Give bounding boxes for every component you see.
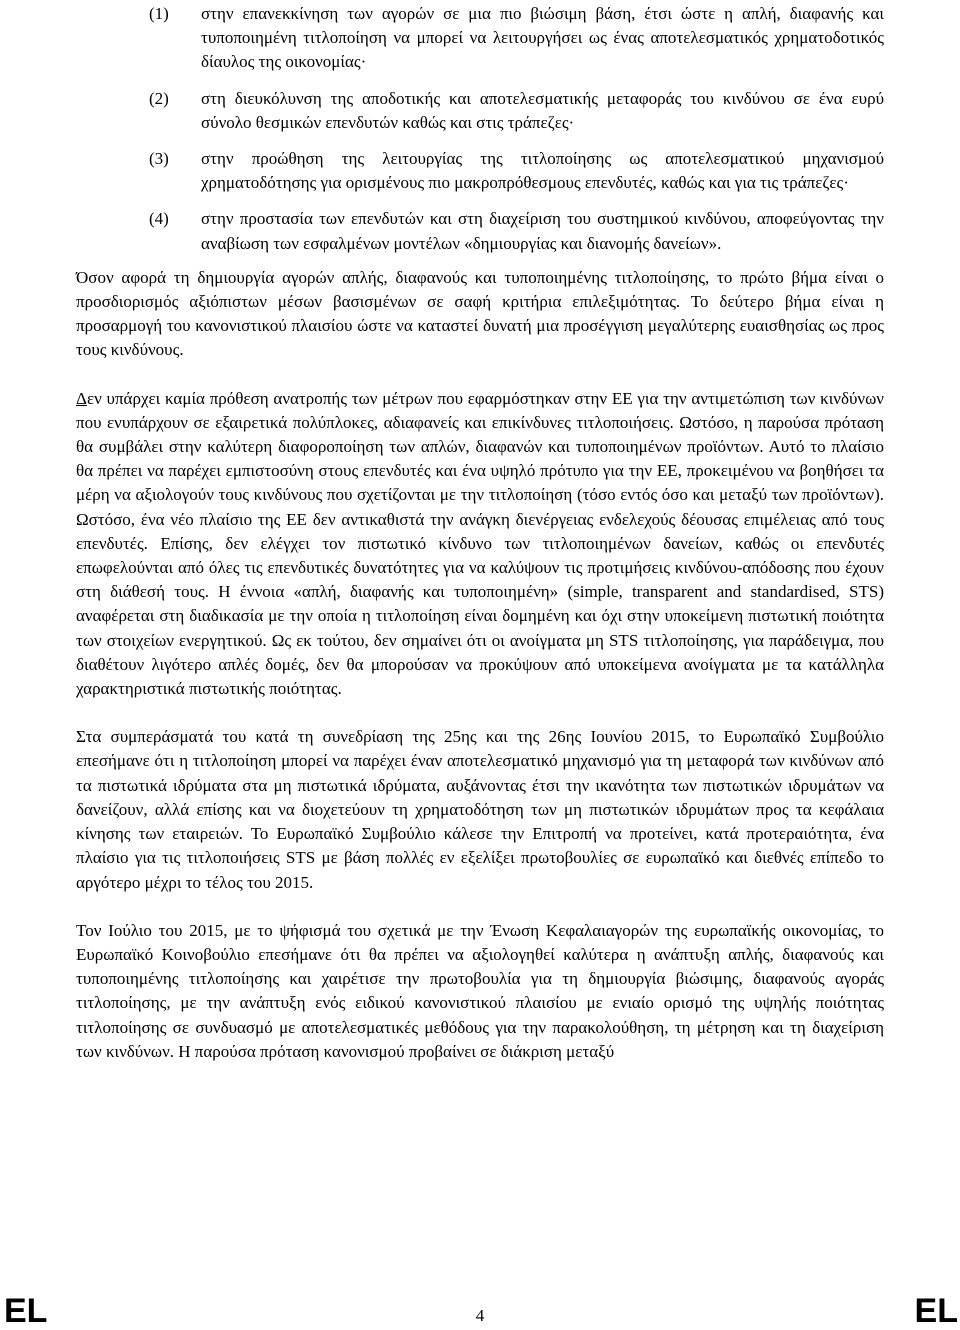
list-item <box>76 2 884 75</box>
list-item-text: στην προστασία των επενδυτών και στη διαχείριση του συστημικού κινδύνου, αποφεύγοντας την αναβίωση των εσφαλμένων μοντέλων «δημιουργίας και διανομής δανείων». <box>201 209 884 253</box>
list-item-number: (1) <box>149 4 169 23</box>
paragraph-european-parliament: Τον Ιούλιο του 2015, με το ψήφισμά του σχετικά με την Ένωση Κεφαλαιαγορών της ευρωπαϊκής οικονομίας, το Ευρωπαϊκό Κοινοβούλιο επεσήμανε ότι θα πρέπει να αξιολογηθεί καλύτερα η ανάπτυξη απλής, διαφανούς και τυποποιημένης τιτλοποίησης και χαιρέτισε την πρωτοβουλία για τη δημιουργία βιώσιμης, διαφανούς αγοράς τιτλοποίησης, με την ανάπτυξη ενός ειδικού κανονιστικού πλαισίου με ενιαίο ορισμό της υψηλής ποιότητας τιτλοποίησης σε συνδυασμό με αποτελεσματικές μεθόδους για την παρακολούθηση, τη μέτρηση και τη διαχείριση των κινδύνων. Η παρούσα πρόταση κανονισμού προβαίνει σε διάκριση μεταξύ <box>76 920 884 1061</box>
paragraph-european-council: Στα συμπεράσματά του κατά τη συνεδρίαση της 25ης και της 26ης Ιουνίου 2015, το Ευρωπαϊκό Συμβούλιο επεσήμανε ότι η τιτλοποίηση μπορεί να παρέχει έναν αποτελεσματικό μηχανισμό για τη μεταφορά των κινδύνων από τα πιστωτικά ιδρύματα στα μη πιστωτικά ιδρύματα, αυξάνοντας έτσι την ικανότητα των πιστωτικών ιδρυμάτων να δανείζουν, αλλά επίσης και να διοχετεύουν τη χρηματοδότηση των μη πιστωτικών ιδρυμάτων προς τα κεφάλαια κίνησης των εταιρειών. Το Ευρωπαϊκό Συμβούλιο κάλεσε την Επιτροπή να προτείνει, κατά προτεραιότητα, ένα πλαίσιο για τις τιτλοποιήσεις STS με βάση πολλές εν εξελίξει πρωτοβουλίες σε ευρωπαϊκό και διεθνές επίπεδο το αργότερο μέχρι το τέλος του 2015. <box>76 727 884 892</box>
list-item-text: στη διευκόλυνση της αποδοτικής και αποτελεσματικής μεταφοράς του κινδύνου σε ένα ευρύ σύνολο θεσμικών επενδυτών καθώς και στις τράπεζες· <box>201 88 884 132</box>
list-item-number: (3) <box>149 149 169 169</box>
list-item-number: (4) <box>149 209 169 229</box>
underlined-initial: Δ <box>76 388 87 408</box>
paragraph-no-intention <box>76 387 884 702</box>
footer-language-right: EL <box>914 1292 958 1330</box>
list-item-number: (2) <box>149 88 169 108</box>
list-item <box>76 87 884 135</box>
list-item-text: στην προώθηση της λειτουργίας της τιτλοποίησης ως αποτελεσματικού μηχανισμού χρηματοδότησης για ορισμένους πιο μακροπρόθεσμους επενδυτές, καθώς και για τις τράπεζες· <box>201 149 884 193</box>
list-item <box>76 147 884 195</box>
paragraph-no-intention-body: εν υπάρχει καμία πρόθεση ανατροπής των μέτρων που εφαρμόστηκαν στην ΕΕ για την αντιμετώπιση των κινδύνων που ενυπάρχουν σε εξαιρετικά πολύπλοκες, αδιαφανείς και επικίνδυνες τιτλοποιήσεις. Ωστόσο, η παρούσα πρόταση θα συμβάλει στην καλύτερη διαφοροποίηση των απλών, διαφανών και τυποποιημένων προϊόντων. Αυτό το πλαίσιο θα πρέπει να παρέχει εμπιστοσύνη στους επενδυτές και ένα υψηλό πρότυπο για την ΕΕ, προκειμένου να βοηθήσει τα μέρη να αξιολογούν τους κινδύνους που σχετίζονται με την τιτλοποίηση (τόσο εντός όσο και μεταξύ των προϊόντων). Ωστόσο, ένα νέο πλαίσιο της ΕΕ δεν αντικαθιστά την ανάγκη διενέργειας ενδελεχούς δέουσας επιμέλειας από τους επενδυτές. Επίσης, δεν ελέγχει τον πιστωτικό κίνδυνο των τιτλοποιημένων δανείων, καθώς οι επενδυτές επωφελούνται από όλες τις επενδυτικές δυνατότητες για να καλύψουν τις προτιμήσεις κινδύνου-απόδοσης που έχουν στη διάθεσή τους. Η έννοια «απλή, διαφανής και τυποποιημένη» (simple, transparent and standardised, STS) αναφέρεται στη διαδικασία με την οποία η τιτλοποίηση είναι δομημένη και όχι στην υποκείμενη πιστωτική ποιότητα των στοιχείων ενεργητικού. Ως εκ τούτου, δεν σημαίνει ότι οι ανοίγματα μη STS τιτλοποίησης, για παράδειγμα, που διαθέτουν λιγότερο απλές δομές, δεν θα μπορούσαν να προκύψουν από υποκείμενα ανοίγματα με τα κατάλληλα χαρακτηριστικά πιστωτικής ποιότητας. <box>76 388 884 699</box>
document-page <box>76 0 884 1064</box>
list-item <box>76 207 884 255</box>
page-number: 4 <box>475 1306 485 1325</box>
list-item-text: στην επανεκκίνηση των αγορών σε μια πιο βιώσιμη βάση, έτσι ώστε η απλή, διαφανής και τυποποιημένη τιτλοποίηση να μπορεί να λειτουργήσει ως ένας αποτελεσματικός χρηματοδοτικός δίαυλος της οικονομίας· <box>201 4 884 72</box>
paragraph-sts-first-step: Όσον αφορά τη δημιουργία αγορών απλής, διαφανούς και τυποποιημένης τιτλοποίησης, το πρώτο βήμα είναι ο προσδιορισμός αξιόπιστων μέσων βασισμένων σε σαφή κριτήρια επιλεξιμότητας. Το δεύτερο βήμα είναι η προσαρμογή του κανονιστικού πλαισίου ώστε να καταστεί δυνατή μια προσέγγιση μεγαλύτερης ευαισθησίας ως προς τους κινδύνους. <box>76 267 884 360</box>
footer-language-left: EL <box>4 1292 48 1330</box>
